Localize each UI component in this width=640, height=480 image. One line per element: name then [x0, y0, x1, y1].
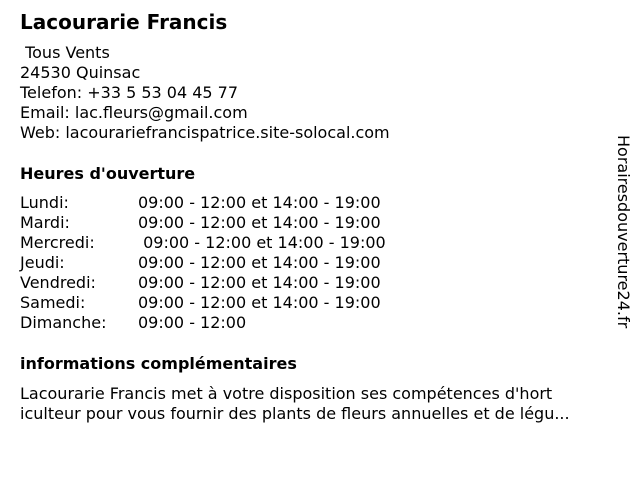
- web-line: Web: lacourariefrancispatrice.site-solocal.com: [20, 123, 390, 142]
- day-label: Mercredi:: [20, 233, 95, 252]
- opening-hours-heading: Heures d'ouverture: [20, 164, 196, 183]
- time-range: 09:00 - 12:00 et 14:00 - 19:00: [138, 193, 381, 212]
- site-watermark: Horairesdouverture24.fr: [614, 135, 633, 329]
- address-city: 24530 Quinsac: [20, 63, 141, 82]
- time-range: 09:00 - 12:00 et 14:00 - 19:00: [138, 273, 381, 292]
- contact-block: [20, 43, 390, 143]
- address-street: Tous Vents: [20, 43, 110, 62]
- time-range: 09:00 - 12:00 et 14:00 - 19:00: [138, 293, 381, 312]
- day-label: Samedi:: [20, 293, 86, 312]
- day-label: Vendredi:: [20, 273, 96, 292]
- day-label: Mardi:: [20, 213, 70, 232]
- description-line-1: Lacourarie Francis met à votre disposition ses compétences d'hort: [20, 384, 553, 403]
- time-range: 09:00 - 12:00 et 14:00 - 19:00: [138, 213, 381, 232]
- business-description: [20, 384, 570, 424]
- time-range: 09:00 - 12:00 et 14:00 - 19:00: [138, 233, 386, 252]
- email-line: Email: lac.fleurs@gmail.com: [20, 103, 248, 122]
- day-label: Lundi:: [20, 193, 69, 212]
- business-name: Lacourarie Francis: [20, 10, 228, 34]
- description-line-2: iculteur pour vous fournir des plants de fleurs annuelles et de légu...: [20, 404, 570, 423]
- time-range: 09:00 - 12:00: [138, 313, 247, 332]
- phone-line: Telefon: +33 5 53 04 45 77: [20, 83, 239, 102]
- day-label: Jeudi:: [20, 253, 65, 272]
- day-label: Dimanche:: [20, 313, 107, 332]
- additional-info-heading: informations complémentaires: [20, 354, 297, 373]
- time-range: 09:00 - 12:00 et 14:00 - 19:00: [138, 253, 381, 272]
